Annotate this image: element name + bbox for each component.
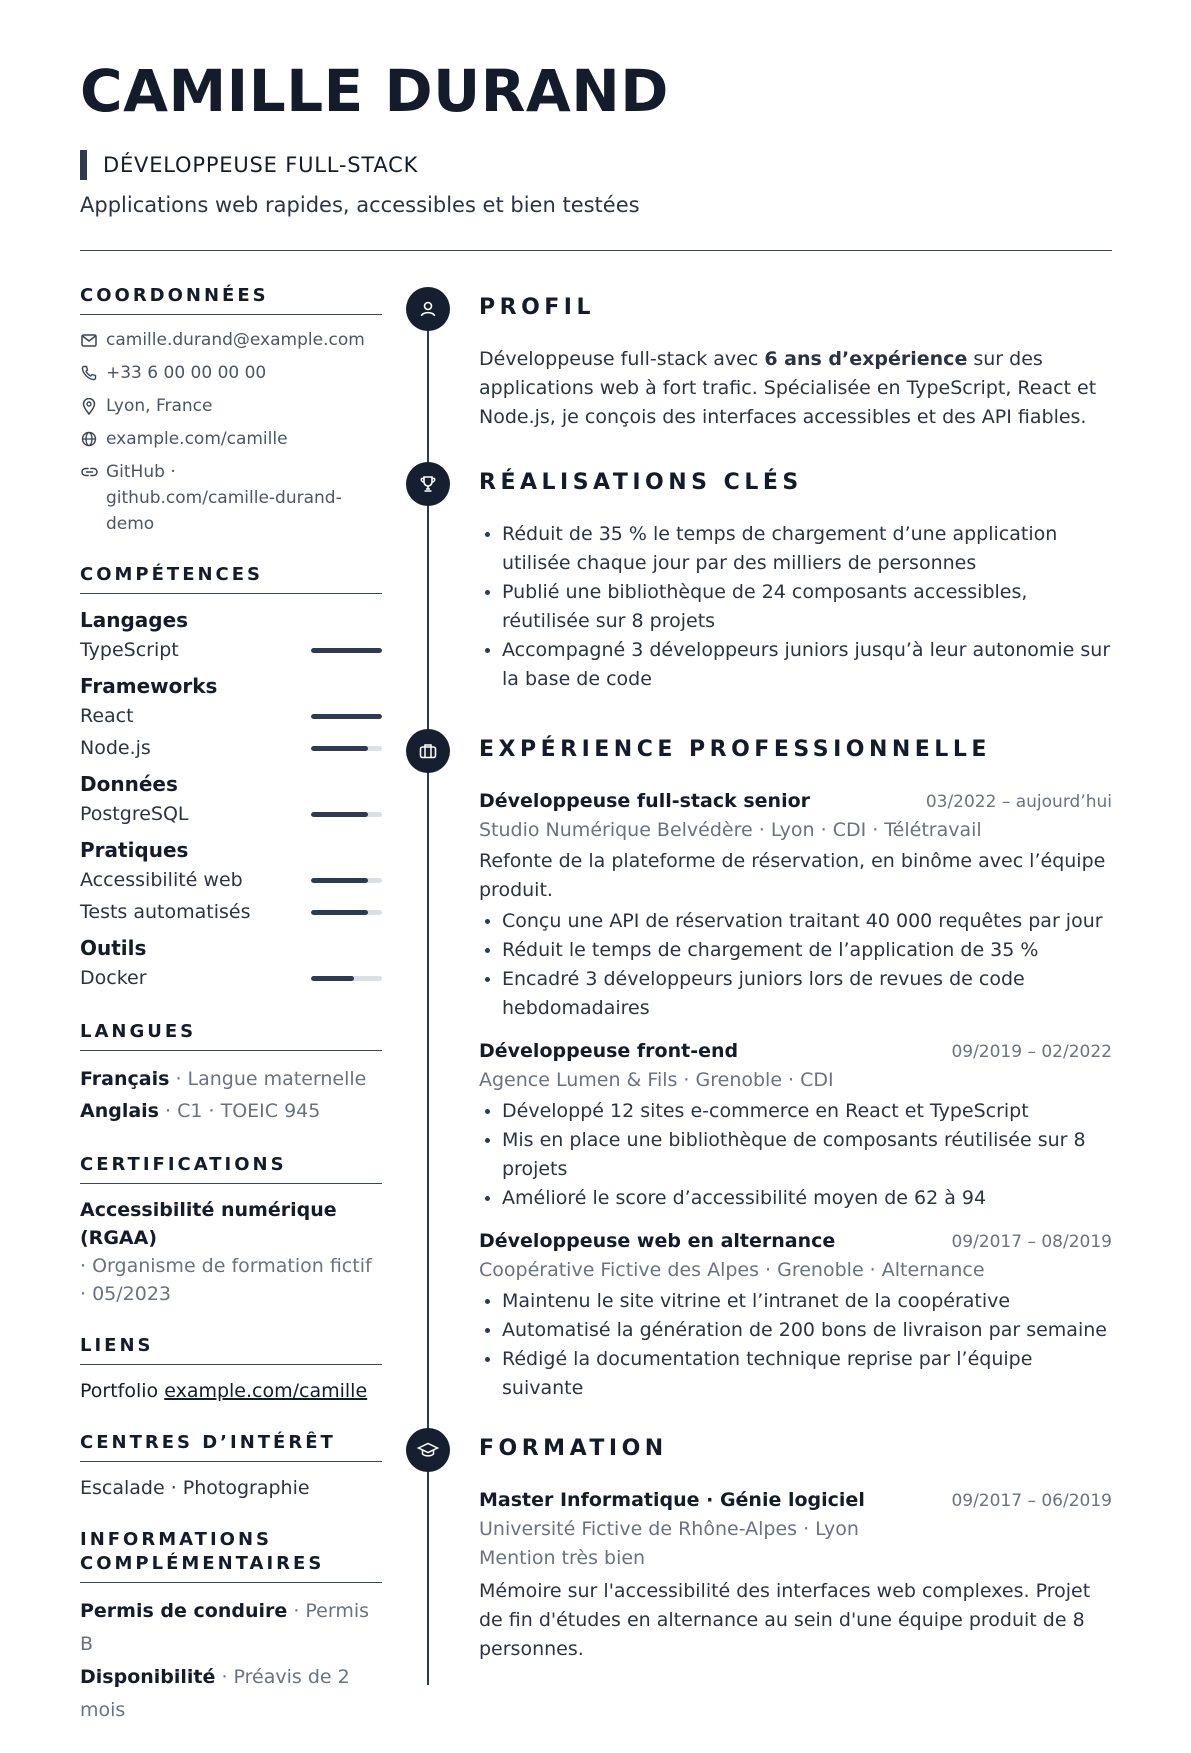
- skills-section: [80, 563, 382, 994]
- tagline: Applications web rapides, accessibles et bien testées: [80, 193, 640, 217]
- job-bullets: [479, 1097, 1112, 1213]
- achievement-item: • Réduit de 35 % le temps de chargement d’une application utilisée chaque jour par des milliers de personnes: [502, 520, 1112, 578]
- github-text: GitHub · github.com/camille-durand-demo: [106, 462, 342, 534]
- education-section: [479, 1434, 1112, 1664]
- interests-heading: CENTRES D’INTÉRÊT: [80, 1431, 382, 1462]
- job-bullet: • Développé 12 sites e-commerce en React et TypeScript: [502, 1097, 1112, 1126]
- link-icon: [80, 459, 98, 485]
- job-entry: [479, 787, 1112, 1023]
- achievement-item: • Publié une bibliothèque de 24 composants accessibles, réutilisée sur 8 projets: [502, 578, 1112, 636]
- language-name: Anglais: [80, 1100, 159, 1122]
- envelope-icon: [80, 327, 98, 353]
- profile-text-start: Développeuse full-stack avec: [479, 348, 765, 370]
- job-dates: 09/2019 – 02/2022: [951, 1042, 1112, 1062]
- skill-row: [80, 700, 382, 732]
- job-bullets: [479, 907, 1112, 1023]
- education-honors: Mention très bien: [479, 1547, 646, 1569]
- profile-text-highlight: 6 ans d’expérience: [764, 348, 968, 370]
- contact-phone[interactable]: [80, 360, 382, 386]
- interests-section: [80, 1431, 382, 1502]
- skill-group-title: Pratiques: [80, 838, 189, 862]
- degree-title: Master Informatique · Génie logiciel: [479, 1489, 865, 1511]
- job-bullet: • Encadré 3 développeurs juniors lors de revues de code hebdomadaires: [502, 965, 1112, 1023]
- job-entry: [479, 1037, 1112, 1213]
- skill-label: Tests automatisés: [80, 901, 251, 923]
- extra-info-section: [80, 1528, 382, 1727]
- skill-row: [80, 798, 382, 830]
- extra-info-item: [80, 1661, 382, 1727]
- skill-group-title: Frameworks: [80, 674, 218, 698]
- skill-level-fill: [311, 976, 354, 981]
- skill-level-fill: [311, 910, 368, 915]
- sidebar: [80, 284, 382, 1753]
- languages-heading: LANGUES: [80, 1020, 382, 1051]
- skill-level-bar: [311, 910, 382, 915]
- extra-info-name: Permis de conduire: [80, 1600, 288, 1622]
- skill-row: [80, 864, 382, 896]
- profile-text-end: sur des applications web à fort trafic. Spécialisée en TypeScript, React et Node.js, je conçois des interfaces accessibles et des API fiables.: [479, 348, 1097, 428]
- language-detail: · C1 · TOEIC 945: [165, 1100, 321, 1122]
- extra-info-name: Disponibilité: [80, 1666, 216, 1688]
- contact-github[interactable]: [80, 459, 382, 537]
- skill-row: [80, 634, 382, 666]
- links-heading: LIENS: [80, 1334, 382, 1365]
- location-text: Lyon, France: [106, 396, 213, 416]
- website-text: example.com/camille: [106, 429, 288, 449]
- skill-group-title: Outils: [80, 936, 147, 960]
- graduation-cap-icon: [406, 1428, 450, 1472]
- skill-level-fill: [311, 878, 368, 883]
- contact-heading: COORDONNÉES: [80, 284, 382, 315]
- extra-info-detail: · Permis B: [80, 1600, 370, 1655]
- portfolio-label: Portfolio: [80, 1380, 159, 1402]
- language-item: [80, 1063, 382, 1095]
- profile-section: [479, 293, 1112, 432]
- skill-level-bar: [311, 648, 382, 653]
- location-pin-icon: [80, 393, 98, 419]
- contact-section: [80, 284, 382, 537]
- skill-level-fill: [311, 714, 382, 719]
- job-title: Développeuse web en alternance: [479, 1230, 836, 1252]
- skill-level-bar: [311, 746, 382, 751]
- skill-label: PostgreSQL: [80, 803, 189, 825]
- skill-level-fill: [311, 812, 368, 817]
- job-entry: [479, 1227, 1112, 1403]
- experience-section: [479, 735, 1112, 1417]
- skill-level-bar: [311, 976, 382, 981]
- education-dates: 09/2017 – 06/2019: [951, 1491, 1112, 1511]
- job-bullet: • Amélioré le score d’accessibilité moyen de 62 à 94: [502, 1184, 1112, 1213]
- school-name: Université Fictive de Rhône-Alpes · Lyon: [479, 1518, 859, 1540]
- skill-row: [80, 896, 382, 928]
- skill-level-bar: [311, 714, 382, 719]
- trophy-icon: [406, 462, 450, 506]
- achievements-heading: RÉALISATIONS CLÉS: [479, 470, 803, 495]
- certification-detail: · Organisme de formation fictif · 05/2023: [80, 1255, 372, 1305]
- job-organization: Studio Numérique Belvédère · Lyon · CDI · Télétravail: [479, 819, 982, 841]
- skill-label: React: [80, 705, 134, 727]
- skill-label: Docker: [80, 967, 147, 989]
- job-bullet: • Réduit le temps de chargement de l’application de 35 %: [502, 936, 1112, 965]
- skill-group-title: Langages: [80, 608, 189, 632]
- job-dates: 09/2017 – 08/2019: [951, 1232, 1112, 1252]
- user-icon: [406, 287, 450, 331]
- contact-email[interactable]: [80, 327, 382, 353]
- extra-info-detail: · Préavis de 2 mois: [80, 1666, 350, 1721]
- interests-text: Escalade · Photographie: [80, 1477, 310, 1499]
- job-dates: 03/2022 – aujourd’hui: [925, 792, 1112, 812]
- languages-section: [80, 1020, 382, 1127]
- job-title: Développeuse full-stack senior: [479, 790, 811, 812]
- achievements-list: [479, 520, 1112, 694]
- skill-group-title: Données: [80, 772, 178, 796]
- job-organization: Coopérative Fictive des Alpes · Grenoble · Alternance: [479, 1259, 985, 1281]
- phone-text: +33 6 00 00 00 00: [106, 363, 267, 383]
- candidate-name: CAMILLE DURAND: [80, 57, 669, 125]
- skills-heading: COMPÉTENCES: [80, 563, 382, 594]
- email-text: camille.durand@example.com: [106, 330, 365, 350]
- job-bullet: • Conçu une API de réservation traitant 40 000 requêtes par jour: [502, 907, 1112, 936]
- achievement-item: • Accompagné 3 développeurs juniors jusqu’à leur autonomie sur la base de code: [502, 636, 1112, 694]
- extra-info-item: [80, 1595, 382, 1661]
- job-description: Refonte de la plateforme de réservation, en binôme avec l’équipe produit.: [479, 850, 1106, 901]
- header-divider: [80, 250, 1112, 251]
- language-name: Français: [80, 1068, 170, 1090]
- contact-website[interactable]: [80, 426, 382, 452]
- timeline-line: [427, 300, 429, 1685]
- skill-row: [80, 732, 382, 764]
- contact-location: [80, 393, 382, 419]
- experience-heading: EXPÉRIENCE PROFESSIONNELLE: [479, 737, 991, 762]
- language-detail: · Langue maternelle: [175, 1068, 367, 1090]
- education-description: Mémoire sur l'accessibilité des interfaces web complexes. Projet de fin d'études en alternance au sein d'une équipe produit de 8 personnes.: [479, 1580, 1091, 1660]
- links-section: [80, 1334, 382, 1405]
- job-organization: Agence Lumen & Fils · Grenoble · CDI: [479, 1069, 834, 1091]
- profile-text: [479, 345, 1112, 432]
- job-bullets: [479, 1287, 1112, 1403]
- certifications-section: [80, 1153, 382, 1308]
- globe-icon: [80, 426, 98, 452]
- skills-list: [80, 606, 382, 994]
- skill-level-fill: [311, 648, 382, 653]
- job-bullet: • Maintenu le site vitrine et l’intranet de la coopérative: [502, 1287, 1112, 1316]
- job-title: Développeuse front-end: [479, 1040, 739, 1062]
- extra-info-heading: INFORMATIONS COMPLÉMENTAIRES: [80, 1528, 382, 1583]
- job-bullet: • Automatisé la génération de 200 bons de livraison par semaine: [502, 1316, 1112, 1345]
- job-bullet: • Rédigé la documentation technique reprise par l’équipe suivante: [502, 1345, 1112, 1403]
- skill-level-bar: [311, 812, 382, 817]
- certification-name: Accessibilité numérique (RGAA): [80, 1199, 337, 1249]
- skill-level-bar: [311, 878, 382, 883]
- briefcase-icon: [406, 729, 450, 773]
- skill-level-fill: [311, 746, 368, 751]
- profile-heading: PROFIL: [479, 295, 595, 320]
- skill-label: Accessibilité web: [80, 869, 243, 891]
- job-bullet: • Mis en place une bibliothèque de composants réutilisée sur 8 projets: [502, 1126, 1112, 1184]
- portfolio-link-row: [80, 1377, 382, 1405]
- skill-label: Node.js: [80, 737, 151, 759]
- phone-icon: [80, 360, 98, 386]
- job-role: DÉVELOPPEUSE FULL-STACK: [80, 150, 418, 180]
- certifications-heading: CERTIFICATIONS: [80, 1153, 382, 1184]
- portfolio-link[interactable]: example.com/camille: [164, 1380, 368, 1402]
- skill-label: TypeScript: [80, 639, 179, 661]
- language-item: [80, 1095, 382, 1127]
- education-heading: FORMATION: [479, 1436, 668, 1461]
- skill-row: [80, 962, 382, 994]
- achievements-section: [479, 468, 1112, 694]
